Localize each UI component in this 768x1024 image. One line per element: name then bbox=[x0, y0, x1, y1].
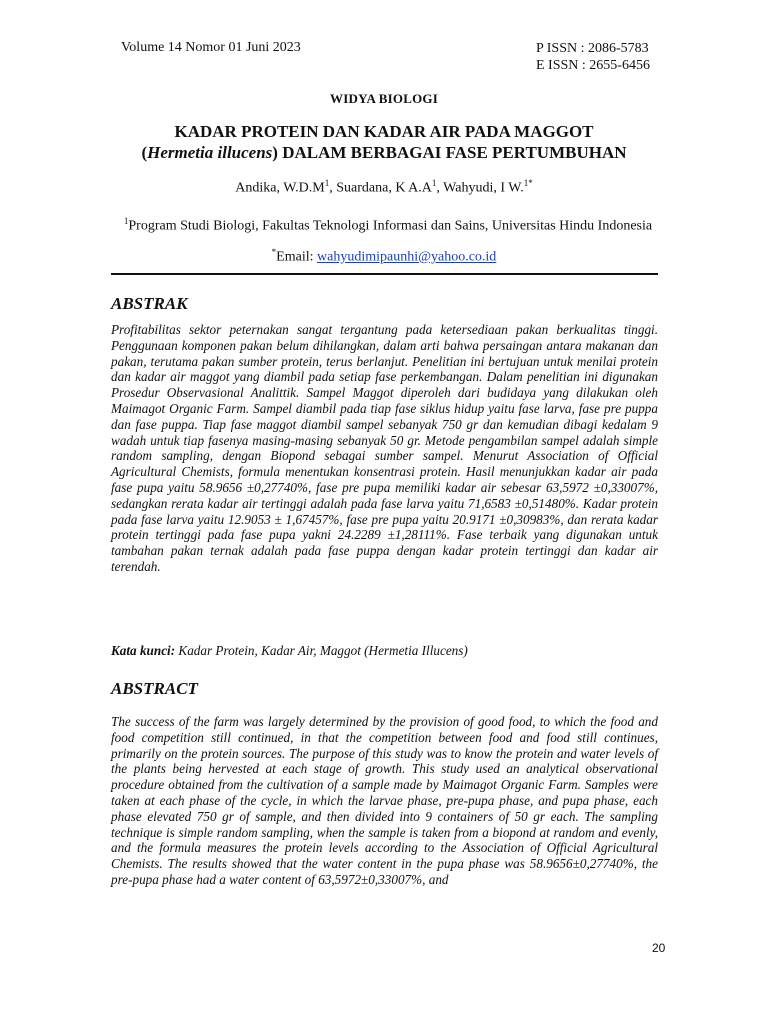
e-issn: E ISSN : 2655-6456 bbox=[536, 58, 650, 73]
author-2-sup: 1 bbox=[431, 178, 437, 188]
author-1: Andika, W.D.M bbox=[235, 180, 325, 196]
abstract-text: The success of the farm was largely determined by the provision of good food, to which the food and food competition still continued, in that the competition between food and food still continues, primarily on the protein sources. The purpose of this study was to know the protein and water levels of the plants being hervested at each stage of growth. This study used an analytical observational procedure obtained from the cultivation of a sample made by Maimagot Organic Farm. Samples were taken at each phase of the cycle, in which the larvae phase, pre-pupa phase, and pupa phase, each phase elevated 750 gr of sample, and then divided into 9 containers of 50 gr each. The sampling technique is simple random sampling, when the sample is taken from a biopond at random and evenly, and the formula measures the protein levels according to the Association of Official Agricultural Chemists. The results showed that the water content in the pupa phase was 58.9656±0,27740%, the pre-pupa phase had a water content of 63,5972±0,33007%, and bbox=[111, 714, 658, 887]
title-line-1: KADAR PROTEIN DAN KADAR AIR PADA MAGGOT bbox=[174, 122, 594, 141]
header-divider bbox=[111, 273, 658, 275]
keywords-line bbox=[111, 643, 658, 659]
title-paren: ( bbox=[141, 143, 148, 162]
species-name: Hermetia illucens bbox=[147, 143, 273, 162]
email-link[interactable]: wahyudimipaunhi@yahoo.co.id bbox=[317, 249, 497, 265]
keywords-text: Kadar Protein, Kadar Air, Maggot (Hermetia Illucens) bbox=[175, 643, 468, 658]
email-sup: * bbox=[271, 247, 277, 257]
email-line bbox=[0, 247, 768, 266]
issn-block bbox=[536, 40, 650, 74]
author-1-sup: 1 bbox=[324, 178, 330, 188]
affiliation-text: Program Studi Biologi, Fakultas Teknologi Informasi dan Sains, Universitas Hindu Indonesia bbox=[128, 218, 653, 234]
author-3: , Wahyudi, I W. bbox=[436, 180, 524, 196]
email-label: Email: bbox=[276, 249, 317, 265]
keywords-label: Kata kunci: bbox=[111, 643, 176, 658]
volume-info: Volume 14 Nomor 01 Juni 2023 bbox=[121, 40, 301, 55]
affiliation bbox=[120, 212, 656, 236]
title-line-2-rest: ) DALAM BERBAGAI FASE PERTUMBUHAN bbox=[272, 143, 627, 162]
journal-name: WIDYA BIOLOGI bbox=[330, 91, 438, 106]
title-line-2 bbox=[60, 142, 708, 163]
affiliation-sup: 1 bbox=[123, 216, 129, 226]
author-list bbox=[0, 178, 768, 197]
author-2: , Suardana, K A.A bbox=[329, 180, 432, 196]
abstrak-heading: ABSTRAK bbox=[111, 294, 188, 313]
abstrak-text: Profitabilitas sektor peternakan sangat tergantung pada ketersediaan pakan berkualitas tinggi. Penggunaan komponen pakan belum dihilangkan, dalam arti bahwa persaingan antara makanan dan pakan, terutama pakan sumber protein, terus berlanjut. Penelitian ini bertujuan untuk menilai protein dan kadar air maggot yang diambil pada setiap fase perkembangan. Dalam penelitian ini digunakan Prosedur Observasional Analittik. Sampel Maggot diperoleh dari budidaya yang dilakukan oleh Maimagot Organic Farm. Sampel diambil pada tiap fase siklus hidup yaitu fase larva, fase pre puppa dan fase puppa. Tiap fase maggot diambil sampel sebanyak 750 gr dan kemudian dibagi kedalam 9 wadah untuk tiap fasenya masing-masing sebanyak 50 gr. Metode pengambilan sampel adalah simple random sampling, dengan Biopond sebagai sumber sampel. Menurut Association of Official Agricultural Chemists, formula menentukan konsentrasi protein. Hasil menunjukkan kadar air pada fase pupa yaitu 58.9656 ±0,27740%, fase pre pupa memiliki kadar air sebesar 63,5972 ±0,33007%, sedangkan rerata kadar air tertinggi adalah pada fase larva yaitu 71,6583 ±0,51480%. Kadar protein pada fase larva yaitu 12.9053 ± 1,67457%, fase pre pupa yaitu 20.9171 ±0,30983%, dan rerata kadar protein tertinggi pada fase pupa yakni 24.2289 ±1,28111%. Fase terbaik yang digunakan untuk tambahan pakan ternak adalah pada fase puppa dengan kadar protein tertinggi dan kadar air terendah. bbox=[111, 322, 658, 574]
p-issn: P ISSN : 2086-5783 bbox=[536, 41, 649, 56]
author-3-sup: 1* bbox=[523, 178, 533, 188]
paper-title bbox=[60, 121, 708, 163]
abstract-heading: ABSTRACT bbox=[111, 679, 198, 698]
page-number: 20 bbox=[652, 941, 666, 955]
